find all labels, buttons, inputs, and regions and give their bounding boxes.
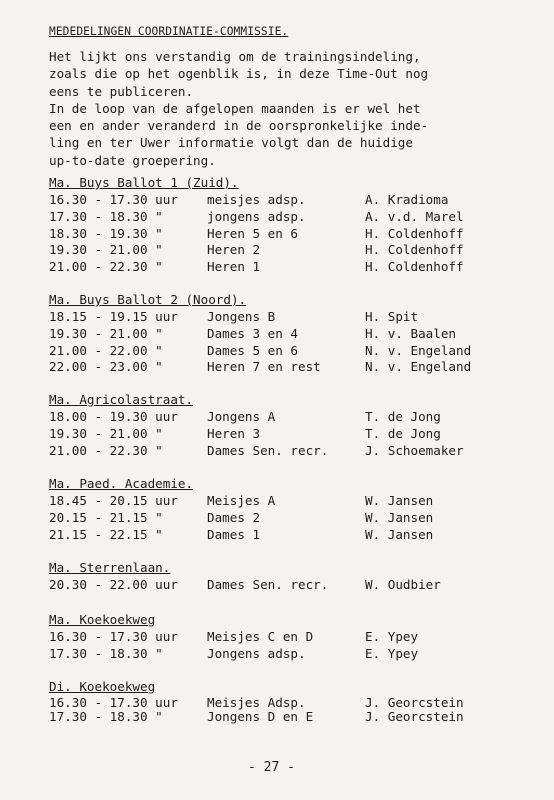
trainer-cell: J. Schoemaker [365, 442, 464, 458]
time-cell: 18.30 - 19.30 " [49, 225, 163, 241]
time-cell: 19.30 - 21.00 " [49, 425, 163, 441]
section-title: Ma. Sterrenlaan. [49, 560, 171, 575]
group-cell: Heren 5 en 6 [207, 225, 298, 241]
time-cell: 16.30 - 17.30 uur [49, 695, 178, 710]
time-cell: 19.30 - 21.00 " [49, 325, 163, 341]
schedule-row [49, 709, 464, 724]
intro-line: een en ander veranderd in de oorspronkelijke inde- [49, 118, 429, 134]
schedule-row [49, 442, 464, 460]
time-cell: 20.30 - 22.00 uur [49, 577, 178, 592]
schedule-section [49, 679, 464, 724]
time-cell: 22.00 - 23.00 " [49, 359, 163, 375]
schedule-row [49, 309, 419, 326]
document-heading: MEDEDELINGEN COORDINATIE-COMMISSIE. [49, 25, 289, 38]
group-cell: Heren 2 [207, 242, 261, 258]
time-cell: 18.00 - 19.30 uur [49, 409, 178, 424]
time-cell: 21.00 - 22.00 " [49, 342, 163, 358]
trainer-cell: W. Jansen [365, 509, 434, 525]
trainer-cell: H. Coldenhoff [365, 225, 464, 241]
trainer-cell: A. v.d. Marel [365, 208, 464, 224]
trainer-cell: J. Georcstein [365, 695, 464, 710]
group-cell: Jongens B [207, 309, 276, 324]
trainer-cell: W. Oudbier [365, 577, 441, 592]
schedule-section [49, 175, 464, 276]
group-cell: meisjes adsp. [207, 192, 306, 207]
intro-line: In de loop van de afgelopen maanden is er wel het [49, 100, 421, 116]
group-cell: Dames 5 en 6 [207, 342, 298, 358]
section-title: Ma. Koekoekweg [49, 612, 156, 627]
trainer-cell: H. Coldenhoff [365, 259, 464, 275]
intro-line: ling en ter Uwer informatie volgt dan de huidige [49, 135, 413, 151]
group-cell: Meisjes A [207, 493, 276, 508]
intro-line: Het lijkt ons verstandig om de trainingsindeling, [49, 49, 421, 64]
schedule-row [49, 425, 441, 443]
trainer-cell: H. v. Baalen [365, 325, 456, 341]
time-cell: 17.30 - 18.30 " [49, 208, 163, 224]
trainer-cell: W. Jansen [365, 526, 434, 542]
time-cell: 21.00 - 22.30 " [49, 442, 163, 458]
schedule-row [49, 242, 464, 259]
schedule-section [49, 292, 472, 376]
section-title: Ma. Buys Ballot 2 (Noord). [49, 292, 247, 307]
schedule-section [49, 560, 441, 594]
schedule-section [49, 612, 419, 663]
section-title: Ma. Agricolastraat. [49, 392, 194, 407]
time-cell: 17.30 - 18.30 " [49, 709, 163, 724]
schedule-section [49, 476, 434, 543]
group-cell: Heren 1 [207, 259, 261, 275]
time-cell: 18.15 - 19.15 uur [49, 309, 178, 324]
schedule-row [49, 325, 456, 343]
trainer-cell: T. de Jong [365, 425, 441, 441]
schedule-row [49, 409, 441, 426]
intro-line: up-to-date groepering. [49, 152, 216, 168]
group-cell: Jongens D en E [207, 709, 314, 724]
group-cell: jongens adsp. [207, 208, 306, 224]
schedule-row [49, 526, 434, 544]
schedule-row [49, 359, 472, 376]
trainer-cell: J. Georcstein [365, 709, 464, 724]
trainer-cell: A. Kradioma [365, 192, 449, 207]
trainer-cell: W. Jansen [365, 493, 434, 508]
group-cell: Heren 3 [207, 425, 261, 441]
trainer-cell: H. Coldenhoff [365, 242, 464, 258]
schedule-row [49, 577, 441, 594]
time-cell: 20.15 - 21.15 " [49, 509, 163, 525]
schedule-row [49, 695, 464, 710]
group-cell: Dames 3 en 4 [207, 325, 298, 341]
schedule-row [49, 645, 419, 663]
time-cell: 19.30 - 21.00 " [49, 242, 163, 258]
section-title: Ma. Buys Ballot 1 (Zuid). [49, 175, 239, 190]
group-cell: Dames Sen. recr. [207, 442, 329, 458]
intro-line: zoals die op het ogenblik is, in deze Time-Out nog [49, 66, 429, 82]
group-cell: Dames 1 [207, 526, 261, 542]
schedule-row [49, 342, 472, 360]
trainer-cell: N. v. Engeland [365, 359, 472, 375]
trainer-cell: T. de Jong [365, 409, 441, 424]
schedule-row [49, 259, 464, 276]
time-cell: 16.30 - 17.30 uur [49, 629, 178, 644]
trainer-cell: N. v. Engeland [365, 342, 472, 358]
section-title: Ma. Paed. Academie. [49, 476, 194, 491]
schedule-row [49, 192, 449, 209]
group-cell: Jongens adsp. [207, 645, 306, 661]
time-cell: 16.30 - 17.30 uur [49, 192, 178, 207]
group-cell: Dames Sen. recr. [207, 577, 329, 592]
trainer-cell: H. Spit [365, 309, 419, 324]
group-cell: Jongens A [207, 409, 276, 424]
schedule-row [49, 629, 419, 646]
time-cell: 17.30 - 18.30 " [49, 645, 163, 661]
schedule-row [49, 208, 464, 226]
group-cell: Meisjes Adsp. [207, 695, 306, 710]
time-cell: 18.45 - 20.15 uur [49, 493, 178, 508]
section-title: Di. Koekoekweg [49, 679, 156, 694]
time-cell: 21.15 - 22.15 " [49, 526, 163, 542]
group-cell: Dames 2 [207, 509, 261, 525]
group-cell: Meisjes C en D [207, 629, 314, 644]
schedule-row [49, 509, 434, 527]
trainer-cell: E. Ypey [365, 645, 419, 661]
schedule-row [49, 225, 464, 243]
schedule-row [49, 493, 434, 510]
schedule-section [49, 392, 464, 459]
page-number: - 27 - [248, 760, 295, 775]
group-cell: Heren 7 en rest [207, 359, 321, 375]
trainer-cell: E. Ypey [365, 629, 419, 644]
intro-line: eens te publiceren. [49, 83, 194, 99]
time-cell: 21.00 - 22.30 " [49, 259, 163, 275]
intro-paragraph [49, 48, 428, 169]
